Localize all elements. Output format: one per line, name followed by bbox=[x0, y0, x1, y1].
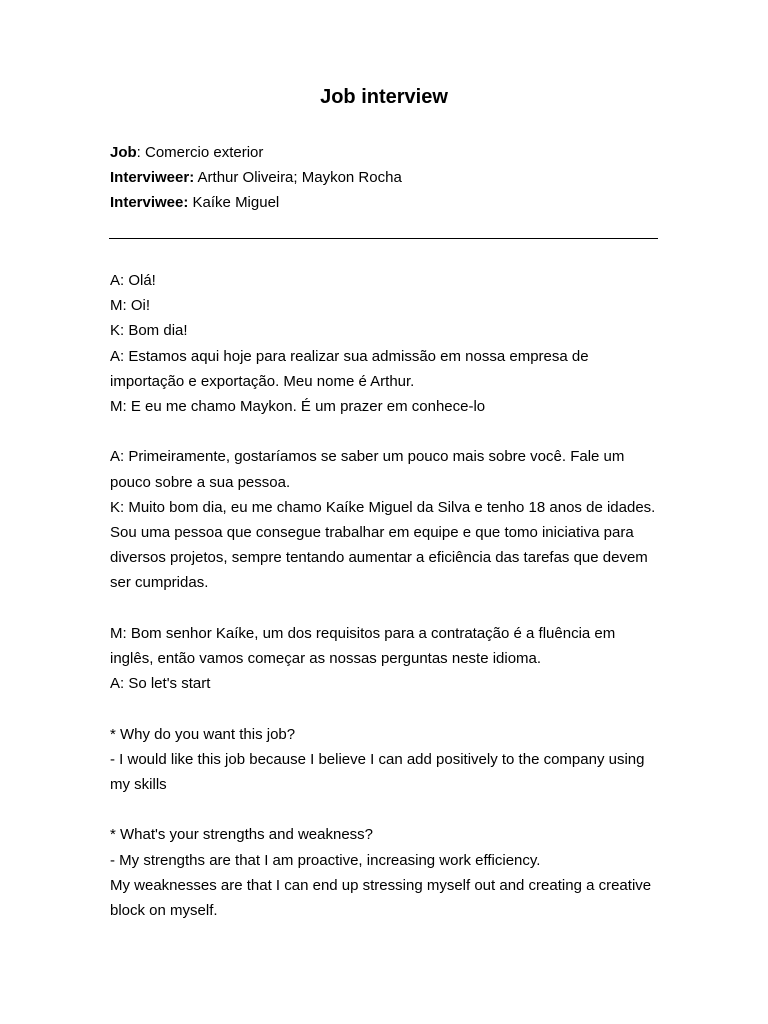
dialogue-line: K: Bom dia! bbox=[110, 322, 188, 340]
dialogue-line: A: Olá! bbox=[110, 272, 156, 289]
meta-job bbox=[110, 140, 670, 165]
question-line: * Why do you want this job? bbox=[110, 725, 296, 743]
meta-job-value: : Comercio exterior bbox=[136, 144, 264, 161]
separator-rule bbox=[109, 238, 658, 239]
meta-interviewee-value: Kaíke Miguel bbox=[188, 194, 280, 212]
meta-interviewee bbox=[110, 190, 670, 215]
answer-line: - I would like this job because I believe I can add positively to the company using my skills bbox=[110, 750, 645, 794]
paragraph-gap bbox=[110, 419, 662, 444]
dialogue-line: K: Muito bom dia, eu me chamo Kaíke Miguel da Silva e tenho 18 anos de idades. Sou uma pessoa que consegue trabalhar em equipe e que tomo iniciativa para diversos projetos, sempre tentando aumentar a eficiência das tarefas que devem ser cumpridas. bbox=[110, 498, 656, 592]
dialogue-line: M: E eu me chamo Maykon. É um prazer em conhece-lo bbox=[110, 398, 486, 416]
answer-line: My weaknesses are that I can end up stressing myself out and creating a creative block on myself. bbox=[110, 876, 652, 920]
question-line: * What's your strengths and weakness? bbox=[110, 826, 373, 844]
interview-meta bbox=[110, 140, 670, 216]
meta-interviewer-label: Interviweer: bbox=[110, 169, 195, 187]
dialogue-line: M: Oi! bbox=[110, 297, 150, 315]
dialogue-line: A: So let's start bbox=[110, 675, 211, 693]
dialogue-line: M: Bom senhor Kaíke, um dos requisitos para a contratação é a fluência em inglês, então vamos começar as nossas perguntas neste idioma. bbox=[110, 624, 616, 668]
dialogue-body bbox=[110, 268, 662, 923]
meta-job-label: Job bbox=[110, 144, 137, 161]
dialogue-line: A: Primeiramente, gostaríamos se saber um pouco mais sobre você. Fale um pouco sobre a sua pessoa. bbox=[110, 448, 625, 491]
meta-interviewer-value: Arthur Oliveira; Maykon Rocha bbox=[194, 169, 402, 187]
document-title: Job interview bbox=[320, 86, 448, 108]
paragraph-gap bbox=[110, 797, 662, 822]
meta-interviewer bbox=[110, 165, 670, 190]
paragraph-gap bbox=[110, 596, 662, 621]
paragraph-gap bbox=[110, 696, 662, 721]
answer-line: - My strengths are that I am proactive, increasing work efficiency. bbox=[110, 851, 541, 869]
dialogue-line: A: Estamos aqui hoje para realizar sua admissão em nossa empresa de importação e exportação. Meu nome é Arthur. bbox=[110, 347, 589, 390]
meta-interviewee-label: Interviwee: bbox=[110, 194, 189, 212]
